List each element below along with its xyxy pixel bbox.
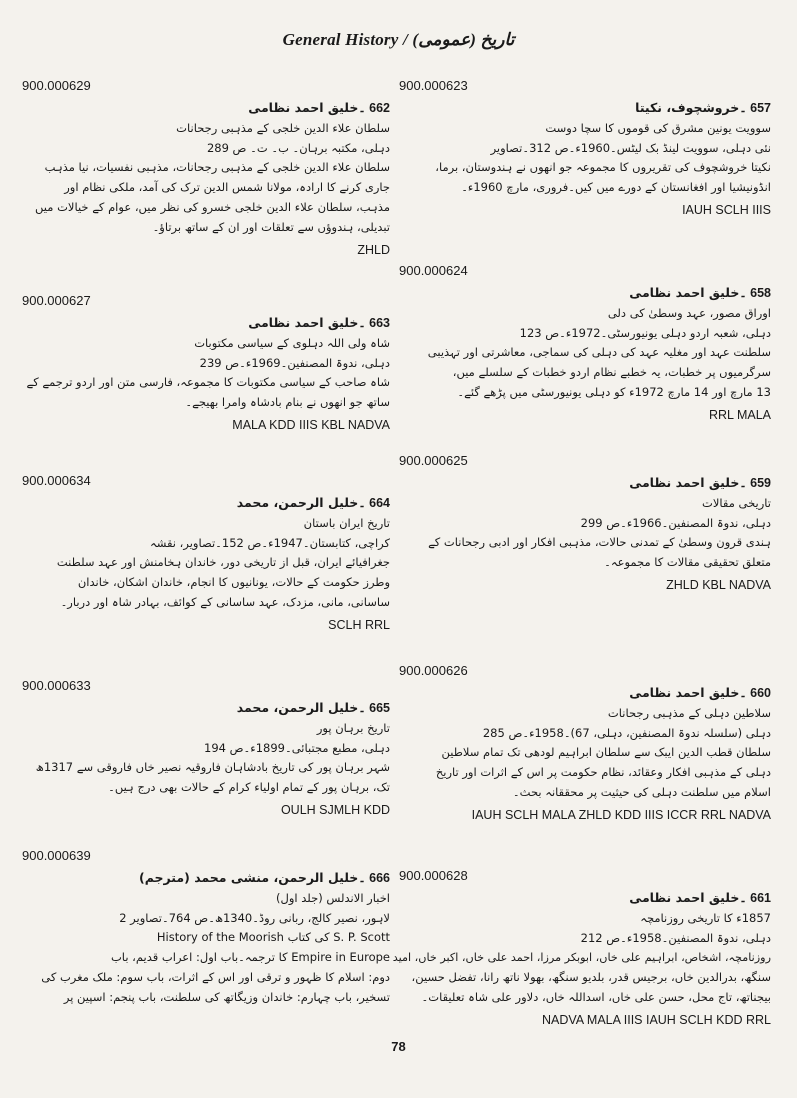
entry-line: سلطنت عہد اور مغلیہ عہد کی دہلی کی سماجی، معاشرتی اور تہذیبی [427,345,771,360]
entry-line: دہلی، مکتبہ برہان۔ ب۔ ت۔ ص 289 [206,140,390,155]
entry-line: اسلام میں سلطنت دہلی کی حیثیت پر محققانہ بحث۔ [512,784,771,799]
entry-libraries: SCLH RRL [328,617,390,632]
entry-number: 660 [750,686,771,700]
right-column [393,78,771,1098]
entry-body [12,473,390,635]
entry-line: 13 مارچ اور 14 مارچ 1972ء کو دہلی یونیورسٹی میں پڑھے گئے۔ [457,384,771,399]
entry-code: 900.000634 [22,473,91,488]
entry-body [393,78,771,220]
entry-line: تک، برہان پور کے تمام اولیاء کرام کے حالات بھی درج ہیں۔ [108,780,390,795]
entry-line: تاریخ برہان پور [316,720,390,735]
entry-body [393,263,771,425]
entry-line: سلاطین دہلی کے مذہبی رجحانات [607,705,771,720]
catalog-entry [393,263,771,453]
entry-line: ساسانی، مانی، مزدک، عہد ساسانی کے کوائف، بہادر شاہ اور دربار۔ [60,594,390,609]
entry-line: مذہب، سلطان علاء الدین خلجی خسرو کی نظر میں، عوام کے خیالات میں [35,199,390,214]
entry-line: سوویت یونین مشرق کی قوموں کا سچا دوست [545,120,771,135]
entry-number: 659 [750,476,771,490]
entry-line: جغرافیائے ایران، قبل از تاریخی دور، خاندان ہخامنش اور عہد سلطنت [56,555,390,570]
entry-libraries: ZHLD [357,242,390,257]
entry-line: جاری کرنے کا ارادہ، مولانا شمس الدین ترک کی آمد، ملکی نظام اور [64,180,390,195]
entry-code: 900.000627 [22,293,91,308]
entry-line: نکیتا خروشچوف کی تقریروں کا مجموعہ جو انھوں نے ہندوستان، برما، [435,160,771,175]
entry-libraries: IAUH SCLH MALA ZHLD KDD IIIS ICCR RRL NADVA [471,807,771,822]
entry-author: خلیق احمد نظامی [629,475,740,490]
entry-line: تبدیلی، ہندوؤں سے تعلقات اور ان کے ساتھ برتاؤ۔ [152,219,390,234]
entry-line: دہلی، ندوۃ المصنفین۔1966ء۔ص 299 [580,515,771,530]
entry-line: دوم: اسلام کا ظہور و ترقی اور اس کے اثرات، باب سوم: ملک مغرب کی [41,969,390,984]
entry-line: متعلق تحقیقی مقالات کا مجموعہ۔ [604,555,771,570]
entry-number: 662 [369,101,390,115]
entry-author: خلیق احمد نظامی [629,890,740,905]
entry-number: 658 [750,286,771,300]
catalog-entry [393,78,771,263]
entry-title: 657۔ خروشچوف، نکیتا [635,100,771,115]
entry-title: 660۔ خلیق احمد نظامی [629,685,771,700]
entry-line: اوراق مصور، عہد وسطیٰ کی دلی [607,305,771,320]
entry-line: کراچی، کتابستان۔1947ء۔ص 152۔تصاویر، نقشہ [149,535,390,550]
entry-line: ساتھ جو انھوں نے بنام بادشاہ وامرا بھیجے۔ [185,395,390,410]
entry-code: 900.000628 [399,868,468,883]
entry-line: لاہور، نصیر کالج، ربانی روڈ۔1340ھ۔ص 764۔تصاویر 2 [119,910,390,925]
catalog-entry [393,868,771,1098]
entry-line: دہلی کے مذہبی افکار وعقائد، نظام حکومت پر اس کے اثرات اور تاریخ [435,765,771,780]
entry-number: 661 [750,891,771,905]
catalog-entry [393,453,771,663]
entry-line: S. P. Scott کی کتاب History of the Moorish [156,930,390,945]
entry-author: خلیق احمد نظامی [248,100,359,115]
entry-libraries: ZHLD KBL NADVA [666,577,771,592]
entry-libraries: OULH SJMLH KDD [280,802,390,817]
entry-title: 664۔ خلیل الرحمن، محمد [236,495,390,510]
entry-code: 900.000625 [399,453,468,468]
entry-libraries: NADVA MALA IIIS IAUH SCLH KDD RRL [542,1012,771,1027]
entry-body [393,868,771,1030]
entry-title: 661۔ خلیق احمد نظامی [629,890,771,905]
entry-title: 659۔ خلیق احمد نظامی [629,475,771,490]
entry-number: 665 [369,701,390,715]
entry-title: 665۔ خلیل الرحمن، محمد [236,700,390,715]
entry-line: سرگرمیوں پر خطبات، یہ خطبے نظام اردو خطبات کے سلسلے میں، [452,365,771,380]
entry-line: دہلی، شعبہ اردو دہلی یونیورسٹی۔1972ء۔ص 123 [519,325,771,340]
entry-line: سلطان قطب الدین ایبک سے سلطان ابراہیم لودھی تک تمام سلاطین [441,745,771,760]
entry-line: تاریخ ایران باستان [303,515,390,530]
entry-body [12,293,390,435]
entry-code: 900.000623 [399,78,468,93]
entry-number: 657 [750,101,771,115]
entry-number: 664 [369,496,390,510]
entry-line: انڈونیشیا اور افغانستان کے دورے میں کیں۔فروری، مارچ 1960ء۔ [461,180,771,195]
entry-body [393,663,771,825]
entry-line: اخبار الاندلس (جلد اول) [276,890,390,905]
entry-line: روزنامچہ، اشخاص، ابراہیم علی خاں، ابوبکر مرزا، احمد علی خاں، اکبر خاں، امید [393,951,771,965]
catalog-entry [12,473,390,678]
entry-number: 663 [369,316,390,330]
catalog-entry [12,293,390,473]
entry-line: شاہ ولی اللہ دہلوی کے سیاسی مکتوبات [194,335,390,350]
entry-author: خلیق احمد نظامی [629,685,740,700]
entry-code: 900.000624 [399,263,468,278]
entry-body [12,678,390,820]
entry-line: دہلی، ندوۃ المصنفین۔1969ء۔ص 239 [199,355,390,370]
entry-author: خلیق احمد نظامی [629,285,740,300]
entry-line: تاریخی مقالات [702,495,771,510]
entry-libraries: RRL MALA [708,407,771,422]
entry-code: 900.000633 [22,678,91,693]
entry-body [393,453,771,595]
entry-line: بیجناتھ، تاج محل، حسن علی خاں، اسداللہ خاں، دلاور علی شاہ تعلیقات۔ [421,989,771,1004]
entry-code: 900.000626 [399,663,468,678]
entry-title: 662۔ خلیق احمد نظامی [248,100,390,115]
entry-line: ہندی قرون وسطیٰ کے تمدنی حالات، مذہبی افکار اور ادبی رجحانات کے [428,535,771,550]
entry-code: 900.000639 [22,848,91,863]
entry-line: نئی دہلی، سوویت لینڈ بک لیٹس۔1960ء۔ص 312۔تصاویر [490,140,771,155]
entry-line: دہلی، مطبع مجتبائی۔1899ء۔ص 194 [204,740,390,755]
entry-body [12,848,390,1008]
entry-author: خلیل الرحمن، منشی محمد (مترجم) [138,870,359,885]
page-header: General History / (عمومی) تاریخ [282,30,515,49]
catalog-entry [12,78,390,293]
entry-line: 1857ء کا تاریخی روزنامچہ [640,910,771,925]
entry-body [12,78,390,260]
entry-libraries: IAUH SCLH IIIS [682,202,771,217]
entry-libraries: MALA KDD IIIS KBL NADVA [232,417,390,432]
entry-line: Empire in Europe کا ترجمہ۔باب اول: اعراب قدیم، باب [110,950,390,965]
entry-line: تسخیر، باب چہارم: خاندان وزیگاتھ کی سلطنت، باب پنجم: اسپین پر [63,989,390,1004]
entry-title: 663۔ خلیق احمد نظامی [248,315,390,330]
entry-author: خلیل الرحمن، محمد [236,700,359,715]
entry-title: 666۔ خلیل الرحمن، منشی محمد (مترجم) [138,870,390,885]
entry-line: سلطان علاء الدین خلجی کے مذہبی رجحانات، مذہبی نفسیات، نیا مذہب [44,160,390,175]
entry-number: 666 [369,871,390,885]
entry-line: وطرز حکومت کے حالات، یونانیوں کا انجام، خاندان اشکان، خاندان [77,575,390,590]
entry-line: شاہ صاحب کے سیاسی مکتوبات کا مجموعہ، فارسی متن اور اردو ترجمے کے [26,375,390,390]
catalog-entry [12,678,390,848]
entry-line: دہلی، ندوۃ المصنفین۔1958ء۔ص 212 [580,930,771,945]
catalog-entry [393,663,771,868]
left-column [12,78,390,1078]
entry-line: دہلی (سلسلہ ندوۃ المصنفین، دہلی، 67)۔1958ء۔ص 285 [482,725,771,740]
entry-title: 658۔ خلیق احمد نظامی [629,285,771,300]
entry-line: شہر برہان پور کی تاریخ بادشاہان فاروقیہ نصیر خاں فاروقی سے 1317ھ [35,760,390,775]
entry-author: خلیل الرحمن، محمد [236,495,359,510]
entry-author: خروشچوف، نکیتا [635,100,740,115]
entry-line: سنگھ، بدرالدین خاں، برجیس قدر، بلدیو سنگھ، بھولا ناتھ رانا، تفضل حسین، [411,970,771,985]
entry-author: خلیق احمد نظامی [248,315,359,330]
entry-code: 900.000629 [22,78,91,93]
entry-line: سلطان علاء الدین خلجی کے مذہبی رجحانات [176,120,390,135]
page-number: 78 [391,1039,406,1054]
